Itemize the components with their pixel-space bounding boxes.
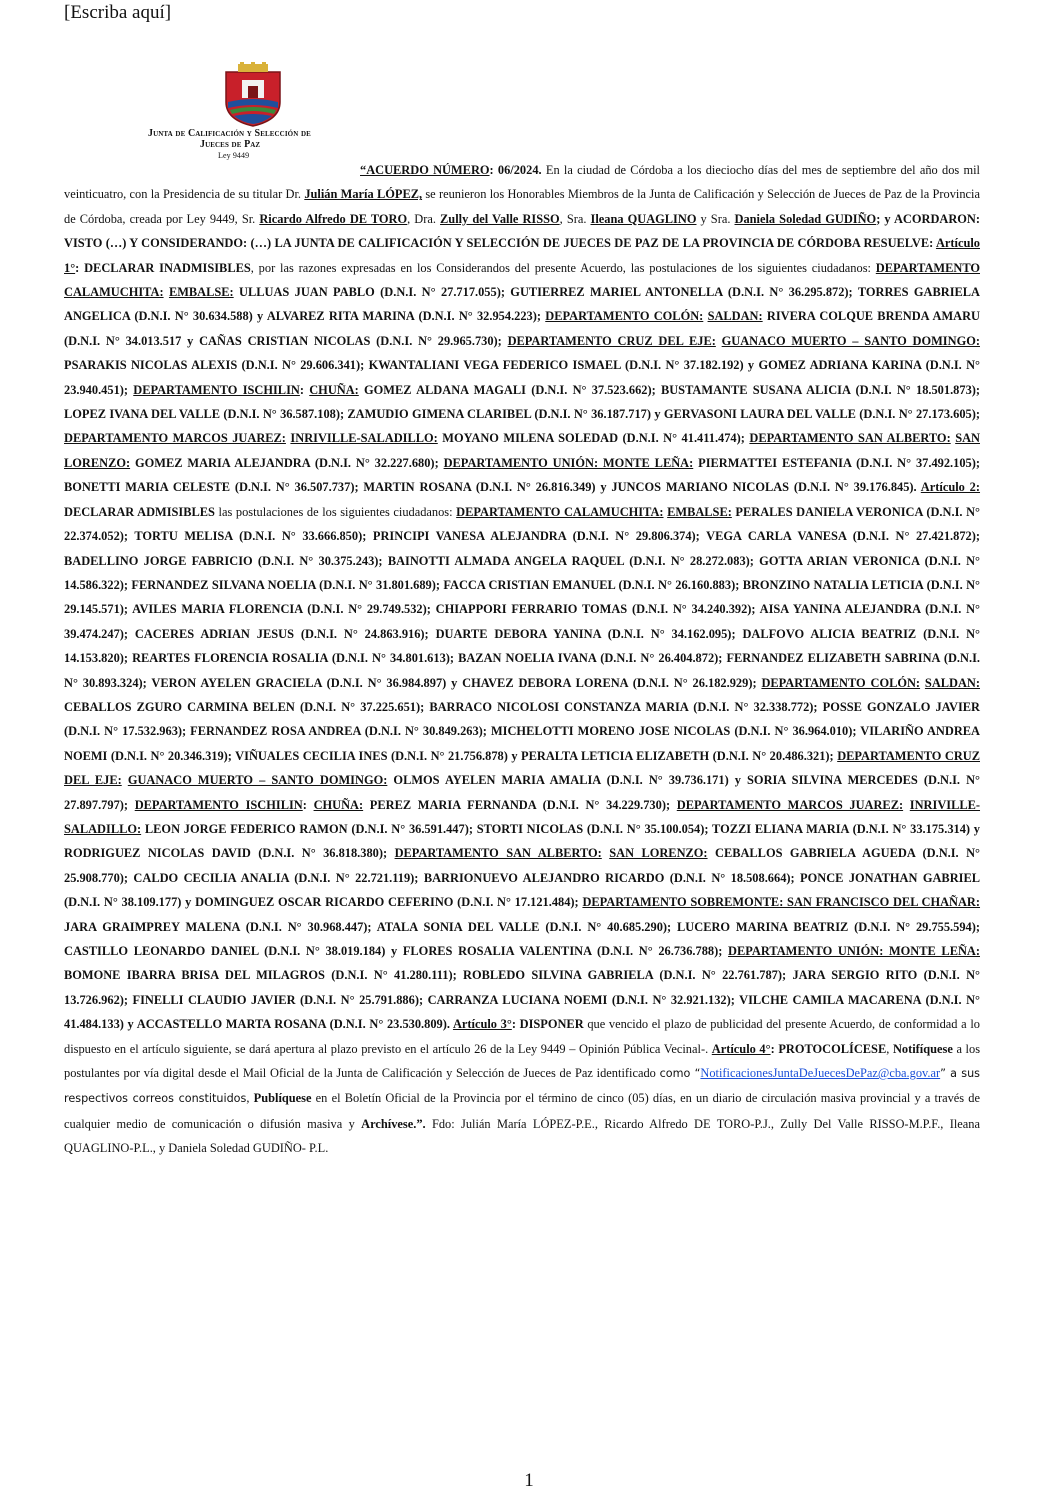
publish-label: Publíquese — [253, 1091, 312, 1106]
department-heading: DEPARTAMENTO MARCOS JUAREZ: — [676, 797, 904, 812]
text-segment: , — [886, 1041, 893, 1056]
locality-heading: CHUÑA: — [313, 797, 364, 812]
text-segment: a los postulantes por vía digital desde el Mail Oficial de la Junta de Calificación y Selección de Jueces de Paz identificado — [64, 1041, 981, 1081]
department-heading: DEPARTAMENTO CRUZ DEL EJE: — [507, 333, 716, 348]
candidate-list: PEREZ MARIA FERNANDA (D.N.I. N° 34.229.730); — [363, 797, 677, 812]
text-segment: : — [299, 382, 310, 397]
department-heading: DEPARTAMENTO SAN ALBERTO: — [749, 431, 951, 446]
text-segment: como “ — [659, 1067, 701, 1081]
department-heading: DEPARTAMENTO SAN ALBERTO: — [394, 846, 602, 861]
locality-heading: SALDAN: — [707, 309, 763, 324]
department-heading: DEPARTAMENTO CRUZ DEL EJE: — [64, 748, 980, 788]
coat-of-arms-icon — [218, 62, 288, 128]
article-3-heading: Artículo 3° — [452, 1017, 512, 1032]
department-heading: DEPARTAMENTO SOBREMONTE: SAN FRANCISCO DEL CHAÑAR: — [582, 895, 981, 910]
text-segment: ” a sus respectivos correos constituidos — [64, 1067, 980, 1106]
article-3-title: : DISPONER — [511, 1017, 584, 1032]
candidate-list: CEBALLOS GABRIELA AGUEDA (D.N.I. N° 25.908.770); CALDO CECILIA ANALIA (D.N.I. N° 22.721.119); BARRIONUEVO ALEJANDRO RICARDO (D.N.I. N° 18.508.664); PONCE JONATHAN GABRIEL (D.N.I. N° 38.109.177) y DOMINGUEZ OSCAR RICARDO CEFERINO (D.N.I. N° 17.121.484); — [64, 846, 980, 910]
text-segment: se reunieron los Honorables Miembros de la Junta de Calificación y Selección de Jueces de Paz de la Provincia de Córdoba, creada por Ley 9449, Sr. — [64, 187, 980, 226]
candidate-list: RIVERA COLQUE BRENDA AMARU (D.N.I. N° 34.013.517 y CAÑAS CRISTIAN NICOLAS (D.N.I. N° 29.965.730); — [64, 309, 981, 348]
text-segment: En la ciudad de Córdoba a los dieciocho días del mes de septiembre del año dos mil veinticuatro, con la Presidencia de su titular Dr. — [64, 163, 980, 202]
candidate-list: LEON JORGE FEDERICO RAMON (D.N.I. N° 36.591.447); STORTI NICOLAS (D.N.I. N° 35.100.054); TOZZI ELIANA MARIA (D.N.I. N° 33.175.314) y RODRIGUEZ NICOLAS DAVID (D.N.I. N° 36.818.380); — [64, 821, 980, 861]
candidate-list: MOYANO MILENA SOLEDAD (D.N.I. N° 41.411.474); — [437, 431, 750, 446]
notify-label: Notifíquese — [892, 1041, 953, 1056]
signatures-text: Fdo: Julián María LÓPEZ-P.E., Ricardo Alfredo DE TORO-P.J., Zully Del Valle RISSO-M.P.F., Ileana QUAGLINO-P.L., y Daniela Soledad GUDIÑO- P.L. — [64, 1116, 980, 1156]
text-segment: las postulaciones de los siguientes ciudadanos: — [214, 504, 457, 519]
institution-name — [148, 128, 358, 161]
institution-logo — [148, 62, 358, 161]
agreement-number-label: “ACUERDO NÚMERO — [360, 163, 490, 177]
president-name: Julián María LÓPEZ, — [304, 187, 423, 202]
candidate-list: PSARAKIS NICOLAS ALEXIS (D.N.I. N° 29.606.341); KWANTALIANI VEGA FEDERICO ISMAEL (D.N.I. N° 37.182.192) y GOMEZ ADRIANA KARINA (D.N.I. N° 23.940.451); — [64, 358, 980, 397]
candidate-list: OLMOS AYELEN MARIA AMALIA (D.N.I. N° 39.736.171) y SORIA SILVINA MERCEDES (D.N.I. N° 27.897.797); — [64, 773, 980, 812]
header-placeholder: [Escriba aquí] — [64, 2, 172, 23]
candidate-list: PIERMATTEI ESTEFANIA (D.N.I. N° 37.492.105); BONETTI MARIA CELESTE (D.N.I. N° 36.507.737); MARTIN ROSANA (D.N.I. N° 26.816.349) y JUNCOS MARIANO NICOLAS (D.N.I. N° 39.176.845). — [64, 455, 980, 495]
agreement-text — [64, 158, 980, 1161]
article-1-heading: Artículo 1° — [64, 236, 980, 275]
locality-heading: SAN LORENZO: — [609, 846, 708, 861]
text-segment: , — [246, 1091, 254, 1106]
text-segment: .”. — [413, 1116, 426, 1131]
locality-heading: GUANACO MUERTO – SANTO DOMINGO: — [721, 333, 980, 348]
institution-line-3: Ley 9449 — [218, 151, 250, 160]
article-1-title: : DECLARAR INADMISIBLES — [75, 260, 251, 275]
department-heading: DEPARTAMENTO CALAMUCHITA: — [456, 504, 664, 519]
page-number: 1 — [524, 1470, 534, 1491]
department-heading: DEPARTAMENTO UNIÓN: MONTE LEÑA: — [728, 944, 980, 958]
candidate-list: BOMONE IBARRA BRISA DEL MILAGROS (D.N.I. N° 41.280.111); ROBLEDO SILVINA GABRIELA (D.N.I. N° 22.761.787); JARA SERGIO RITO (D.N.I. N° 13.726.962); FINELLI CLAUDIO JAVIER (D.N.I. N° 25.791.886); CARRANZA LUCIANA NOEMI (D.N.I. N° 32.921.132); VILCHE CAMILA MACARENA (D.N.I. N° 41.484.133) y ACCASTELLO MARTA ROSANA (D.N.I. N° 23.530.809). — [64, 968, 980, 1032]
notification-email-link[interactable]: NotificacionesJuntaDeJuecesDePaz@cba.gov.ar — [700, 1066, 941, 1081]
text-segment: , Dra. — [407, 211, 441, 226]
department-heading: DEPARTAMENTO CALAMUCHITA: — [64, 260, 980, 300]
locality-heading: CHUÑA: — [309, 382, 359, 397]
candidate-list: CEBALLOS ZGURO CARMINA BELEN (D.N.I. N° 37.225.651); BARRACO NICOLOSI CONSTANZA MARIA (D.N.I. N° 32.338.772); POSSE GONZALO JAVIER (D.N.I. N° 17.532.963); FERNANDEZ ROSA ANDREA (D.N.I. N° 30.849.263); MICHELOTTI MORENO JOSE NICOLAS (D.N.I. N° 36.964.010); VILARIÑO ANDREA NOEMI (D.N.I. N° 20.346.319); VIÑUALES CECILIA INES (D.N.I. N° 21.756.878) y PERALTA LETICIA ELIZABETH (D.N.I. N° 20.486.321); — [64, 699, 980, 763]
text-segment: : — [302, 797, 314, 812]
article-2-heading: Artículo 2: — [920, 480, 981, 495]
candidate-list: JARA GRAIMPREY MALENA (D.N.I. N° 30.968.447); ATALA SONIA DEL VALLE (D.N.I. N° 40.685.290); LUCERO MARINA BEATRIZ (D.N.I. N° 29.755.594); CASTILLO LEONARDO DANIEL (D.N.I. N° 38.019.184) y FLORES ROSALIA VALENTINA (D.N.I. N° 26.736.788); — [64, 919, 980, 958]
department-heading: DEPARTAMENTO UNIÓN: MONTE LEÑA: — [443, 455, 694, 470]
candidate-list: GOMEZ MARIA ALEJANDRA (D.N.I. N° 32.227.680); — [130, 455, 444, 470]
department-heading: DEPARTAMENTO COLÓN: — [761, 675, 921, 690]
text-segment: en el Boletín Oficial de la Provincia por el término de cinco (05) días, en un diario de circulación masiva provincial y a través de cualquier medio de comunicación o difusión masiva y — [64, 1091, 980, 1131]
locality-heading: SALDAN: — [924, 675, 980, 690]
agreement-number: : 06/2024. — [489, 163, 542, 177]
member-name: Daniela Soledad GUDIÑO — [734, 211, 877, 226]
department-heading: DEPARTAMENTO ISCHILIN — [134, 797, 303, 812]
member-name: Zully del Valle RISSO — [440, 211, 560, 226]
institution-line-1: Junta de Calificación y Selección de — [148, 128, 311, 139]
text-segment: y Sra. — [696, 211, 735, 226]
text-segment: , Sra. — [559, 211, 591, 226]
article-4-title: : PROTOCOLÍCESE — [770, 1041, 887, 1056]
locality-heading: INRIVILLE-SALADILLO: — [290, 431, 438, 446]
member-name: Ileana QUAGLINO — [590, 211, 697, 226]
locality-heading: EMBALSE: — [667, 504, 732, 519]
locality-heading: EMBALSE: — [168, 285, 234, 300]
candidate-list: PERALES DANIELA VERONICA (D.N.I. N° 22.374.052); TORTU MELISA (D.N.I. N° 33.666.850); PRINCIPI VANESA ALEJANDRA (D.N.I. N° 29.806.374); VEGA CARLA VANESA (D.N.I. N° 27.421.872); BADELLINO JORGE FABRICIO (D.N.I. N° 30.375.243); BAINOTTI ALMADA ANGELA RAQUEL (D.N.I. N° 28.272.083); GOTTA ARIAN VERONICA (D.N.I. N° 14.586.322); FERNANDEZ SILVANA NOELIA (D.N.I. N° 31.801.689); FACCA CRISTIAN EMANUEL (D.N.I. N° 26.160.883); BRONZINO NATALIA LETICIA (D.N.I. N° 29.145.571); AVILES MARIA FLORENCIA (D.N.I. N° 29.749.532); CHIAPPORI FERRARIO TOMAS (D.N.I. N° 34.240.392); AISA YANINA ALEJANDRA (D.N.I. N° 39.474.247); CACERES ADRIAN JESUS (D.N.I. N° 24.863.916); DUARTE DEBORA YANINA (D.N.I. N° 34.162.095); DALFOVO ALICIA BEATRIZ (D.N.I. N° 14.153.820); REARTES FLORENCIA ROSALIA (D.N.I. N° 34.801.613); BAZAN NOELIA IVANA (D.N.I. N° 26.404.872); FERNANDEZ ELIZABETH SABRINA (D.N.I. N° 30.893.324); VERON AYELEN GRACIELA (D.N.I. N° 36.984.897) y CHAVEZ DEBORA LORENA (D.N.I. N° 26.182.929); — [64, 504, 980, 690]
department-heading: DEPARTAMENTO COLÓN: — [545, 309, 704, 324]
department-heading: DEPARTAMENTO ISCHILIN — [133, 382, 300, 397]
candidate-list: GOMEZ ALDANA MAGALI (D.N.I. N° 37.523.662); BUSTAMANTE SUSANA ALICIA (D.N.I. N° 18.501.873); LOPEZ IVANA DEL VALLE (D.N.I. N° 36.587.108); ZAMUDIO GIMENA CLARIBEL (D.N.I. N° 36.187.717) y GERVASONI LAURA DEL VALLE (D.N.I. N° 27.173.605); — [64, 382, 981, 422]
locality-heading: SAN LORENZO: — [64, 431, 980, 470]
department-heading: DEPARTAMENTO MARCOS JUAREZ: — [64, 431, 286, 446]
institution-line-2: Jueces de Paz — [200, 139, 261, 150]
member-name: Ricardo Alfredo DE TORO — [259, 211, 408, 226]
text-segment — [903, 798, 910, 812]
locality-heading: GUANACO MUERTO – SANTO DOMINGO: — [127, 773, 388, 788]
archive-label: Archívese — [361, 1116, 414, 1131]
text-segment: , por las razones expresadas en los Considerandos del presente Acuerdo, las postulaciones de los siguientes ciudadanos: — [250, 260, 876, 275]
candidate-list: ULLUAS JUAN PABLO (D.N.I. N° 27.717.055); GUTIERREZ MARIEL ANTONELLA (D.N.I. N° 36.295.872); TORRES GABRIELA ANGELICA (D.N.I. N° 30.634.588) y ALVAREZ RITA MARINA (D.N.I. N° 32.954.223); — [64, 285, 981, 324]
article-4-heading: Artículo 4° — [711, 1041, 771, 1056]
resolution-heading: ; y ACORDARON: VISTO (…) Y CONSIDERANDO: (…) LA JUNTA DE CALIFICACIÓN Y SELECCIÓN DE JUECES DE PAZ DE LA PROVINCIA DE CÓRDOBA RESUELVE: — [64, 211, 981, 251]
text-segment: que vencido el plazo de publicidad del presente Acuerdo, de conformidad a lo dispuesto en el artículo siguiente, se dará apertura al plazo previsto en el artículo 26 de la Ley 9449 – Opinión Pública Vecinal-. — [64, 1017, 980, 1056]
locality-heading: INRIVILLE- SALADILLO: — [64, 797, 981, 836]
article-2-title: DECLARAR ADMISIBLES — [64, 504, 215, 519]
